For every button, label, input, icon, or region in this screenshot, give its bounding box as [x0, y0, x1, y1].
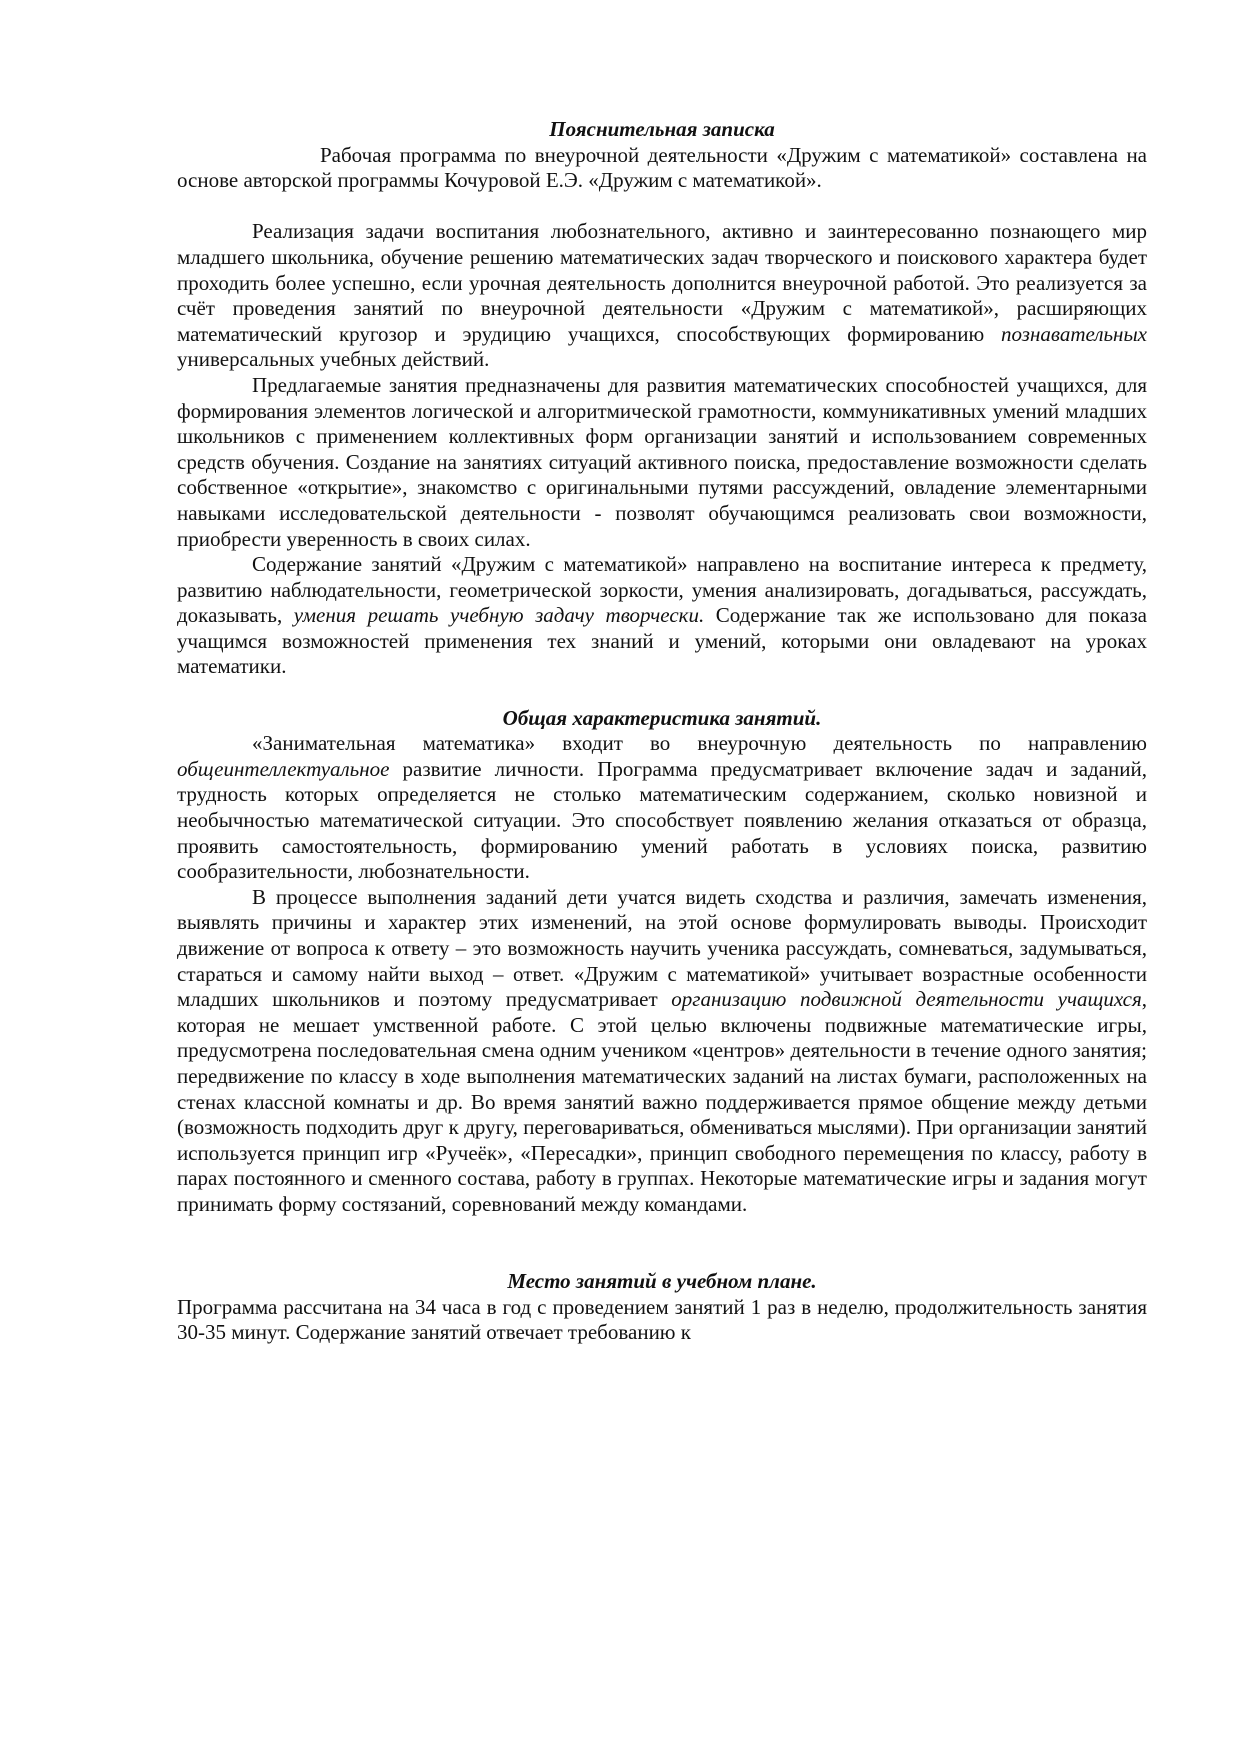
document-page — [177, 117, 1147, 1346]
paragraph: Предлагаемые занятия предназначены для развития математических способностей учащихся, для формирования элементов логической и алгоритмической грамотности, коммуникативных умений младших школьников с применением коллективных форм организации занятий и использованием современных средств обучения. Создание на занятиях ситуаций активного поиска, предоставление возможности сделать собственное «открытие», знакомство с оригинальными путями рассуждений, овладение элементарными навыками исследовательской деятельности - позволят обучающимся реализовать свои возможности, приобрести уверенность в своих силах. — [177, 372, 1147, 551]
intro-paragraph: Рабочая программа по внеурочной деятельности «Дружим с математикой» составлена на основе авторской программы Кочуровой Е.Э. «Дружим с математикой». — [177, 142, 1147, 193]
paragraph-text: универсальных учебных действий. — [177, 347, 490, 372]
paragraph — [177, 219, 1147, 373]
section-heading-general-characteristics: Общая характеристика занятий. — [502, 705, 822, 730]
paragraph — [177, 731, 1147, 885]
section-heading-explanatory-note: Пояснительная записка — [549, 117, 775, 141]
paragraph — [177, 885, 1147, 1218]
paragraph-text: Содержание так же использовано для показа учащимся возможностей применения тех знаний и умений, которыми они овладевают на уроках математики. — [177, 603, 1147, 679]
spacer — [177, 1243, 1147, 1269]
section-heading-curriculum-place: Место занятий в учебном плане. — [507, 1269, 817, 1294]
emphasis-text: познавательных — [1001, 321, 1147, 346]
emphasis-text: умения решать учебную задачу творчески. — [293, 603, 705, 628]
paragraph: Программа рассчитана на 34 часа в год с проведением занятий 1 раз в неделю, продолжительность занятия 30-35 минут. Содержание занятий отвечает требованию к — [177, 1294, 1147, 1345]
spacer — [177, 194, 1147, 220]
paragraph-text: «Занимательная математика» входит во внеурочную деятельность по направлению — [252, 731, 1147, 756]
spacer — [177, 1218, 1147, 1244]
spacer — [177, 680, 1147, 706]
emphasis-text: организацию подвижной деятельности учащихся — [671, 987, 1142, 1012]
paragraph-text: Содержание занятий «Дружим с математикой» направлено на воспитание интереса к предмету, развитию наблюдательности, геометрической зоркости, умения анализировать, догадываться, рассуждать, доказывать, — [177, 552, 1147, 628]
paragraph-text: , которая не мешает умственной работе. С этой целью включены подвижные математические игры, предусмотрена последовательная смена одним учеником «центров» деятельности в течение одного занятия; передвижение по классу в ходе выполнения математических заданий на листах бумаги, расположенных на стенах классной комнаты и др. Во время занятий важно поддерживается прямое общение между детьми (возможность подходить друг к другу, переговариваться, обмениваться мыслями). При организации занятий используется принцип игр «Ручеёк», «Пересадки», принцип свободного перемещения по классу, работу в парах постоянного и сменного состава, работу в группах. Некоторые математические игры и задания могут принимать форму состязаний, соревнований между командами. — [177, 987, 1147, 1216]
paragraph-text: В процессе выполнения заданий дети учатся видеть сходства и различия, замечать изменения, выявлять причины и характер этих изменений, на этой основе формулировать выводы. Происходит движение от вопроса к ответу – это возможность научить ученика рассуждать, сомневаться, задумываться, стараться и самому найти выход – ответ. «Дружим с математикой» учитывает возрастные особенности младших школьников и поэтому предусматривает — [177, 884, 1147, 1012]
paragraph-text: развитие личности. Программа предусматривает включение задач и заданий, трудность которых определяется не столько математическим содержанием, сколько новизной и необычностью математической ситуации. Это способствует появлению желания отказаться от образца, проявить самостоятельность, формированию умений работать в условиях поиска, развитию сообразительности, любознательности. — [177, 756, 1147, 884]
paragraph — [177, 552, 1147, 680]
emphasis-text: общеинтеллектуальное — [177, 756, 390, 781]
paragraph-text: Реализация задачи воспитания любознательного, активно и заинтересованно познающего мир младшего школьника, обучение решению математических задач творческого и поискового характера будет проходить более успешно, если урочная деятельность дополнится внеурочной работой. Это реализуется за счёт проведения занятий по внеурочной деятельности «Дружим с математикой», расширяющих математический кругозор и эрудицию учащихся, способствующих формированию — [177, 219, 1147, 346]
